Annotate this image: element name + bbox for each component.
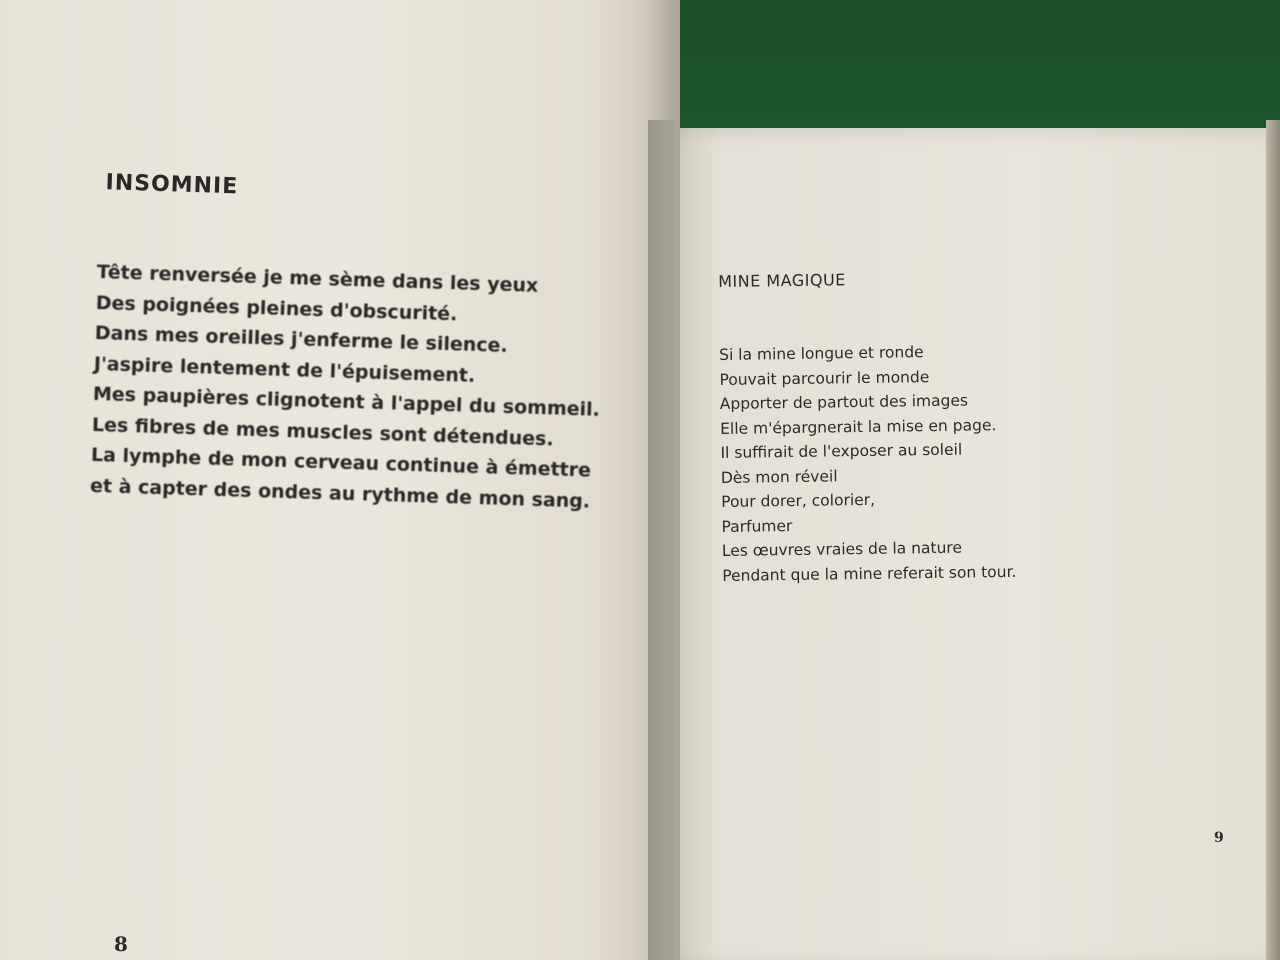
verse-line: et à capter des ondes au rythme de mon sang.: [89, 474, 591, 513]
verse-line: Pour dorer, colorier,: [721, 490, 876, 511]
page-number-left: 8: [114, 932, 128, 956]
verse-line: Pouvait parcourir le monde: [719, 367, 930, 389]
verse-line: Dans mes oreilles j'enferme le silence.: [94, 321, 509, 357]
book-gutter: [648, 120, 674, 960]
poem-insomnie: [90, 170, 640, 518]
verse-line: Pendant que la mine referait son tour.: [722, 562, 1017, 585]
verse-line: La lymphe de mon cerveau continue à émettre: [90, 443, 592, 482]
verse-line: Des poignées pleines d'obscurité.: [95, 291, 458, 325]
verse-line: Dès mon réveil: [720, 466, 838, 487]
verse-line: Il suffirait de l'exposer au soleil: [720, 440, 963, 462]
verse-line: Si la mine longue et ronde: [719, 343, 924, 364]
poem-title: INSOMNIE: [105, 170, 239, 200]
page-number-right: 9: [1214, 830, 1224, 846]
verse-line: Tête renversée je me sème dans les yeux: [96, 260, 539, 297]
poem-title: MINE MAGIQUE: [718, 270, 846, 291]
verse-line: J'aspire lentement de l'épuisement.: [93, 352, 476, 387]
verse-line: Les œuvres vraies de la nature: [721, 538, 963, 560]
poem-mine-magique: [718, 265, 1242, 588]
verse-line: Apporter de partout des images: [719, 391, 969, 413]
verse-line: Mes paupières clignotent à l'appel du sommeil.: [92, 382, 601, 421]
verse-line: Elle m'épargnerait la mise en page.: [720, 415, 997, 438]
verse-line: Parfumer: [721, 516, 793, 536]
verse-line: Les fibres de mes muscles sont détendues.: [91, 413, 554, 450]
right-page-edge: [1266, 120, 1280, 960]
